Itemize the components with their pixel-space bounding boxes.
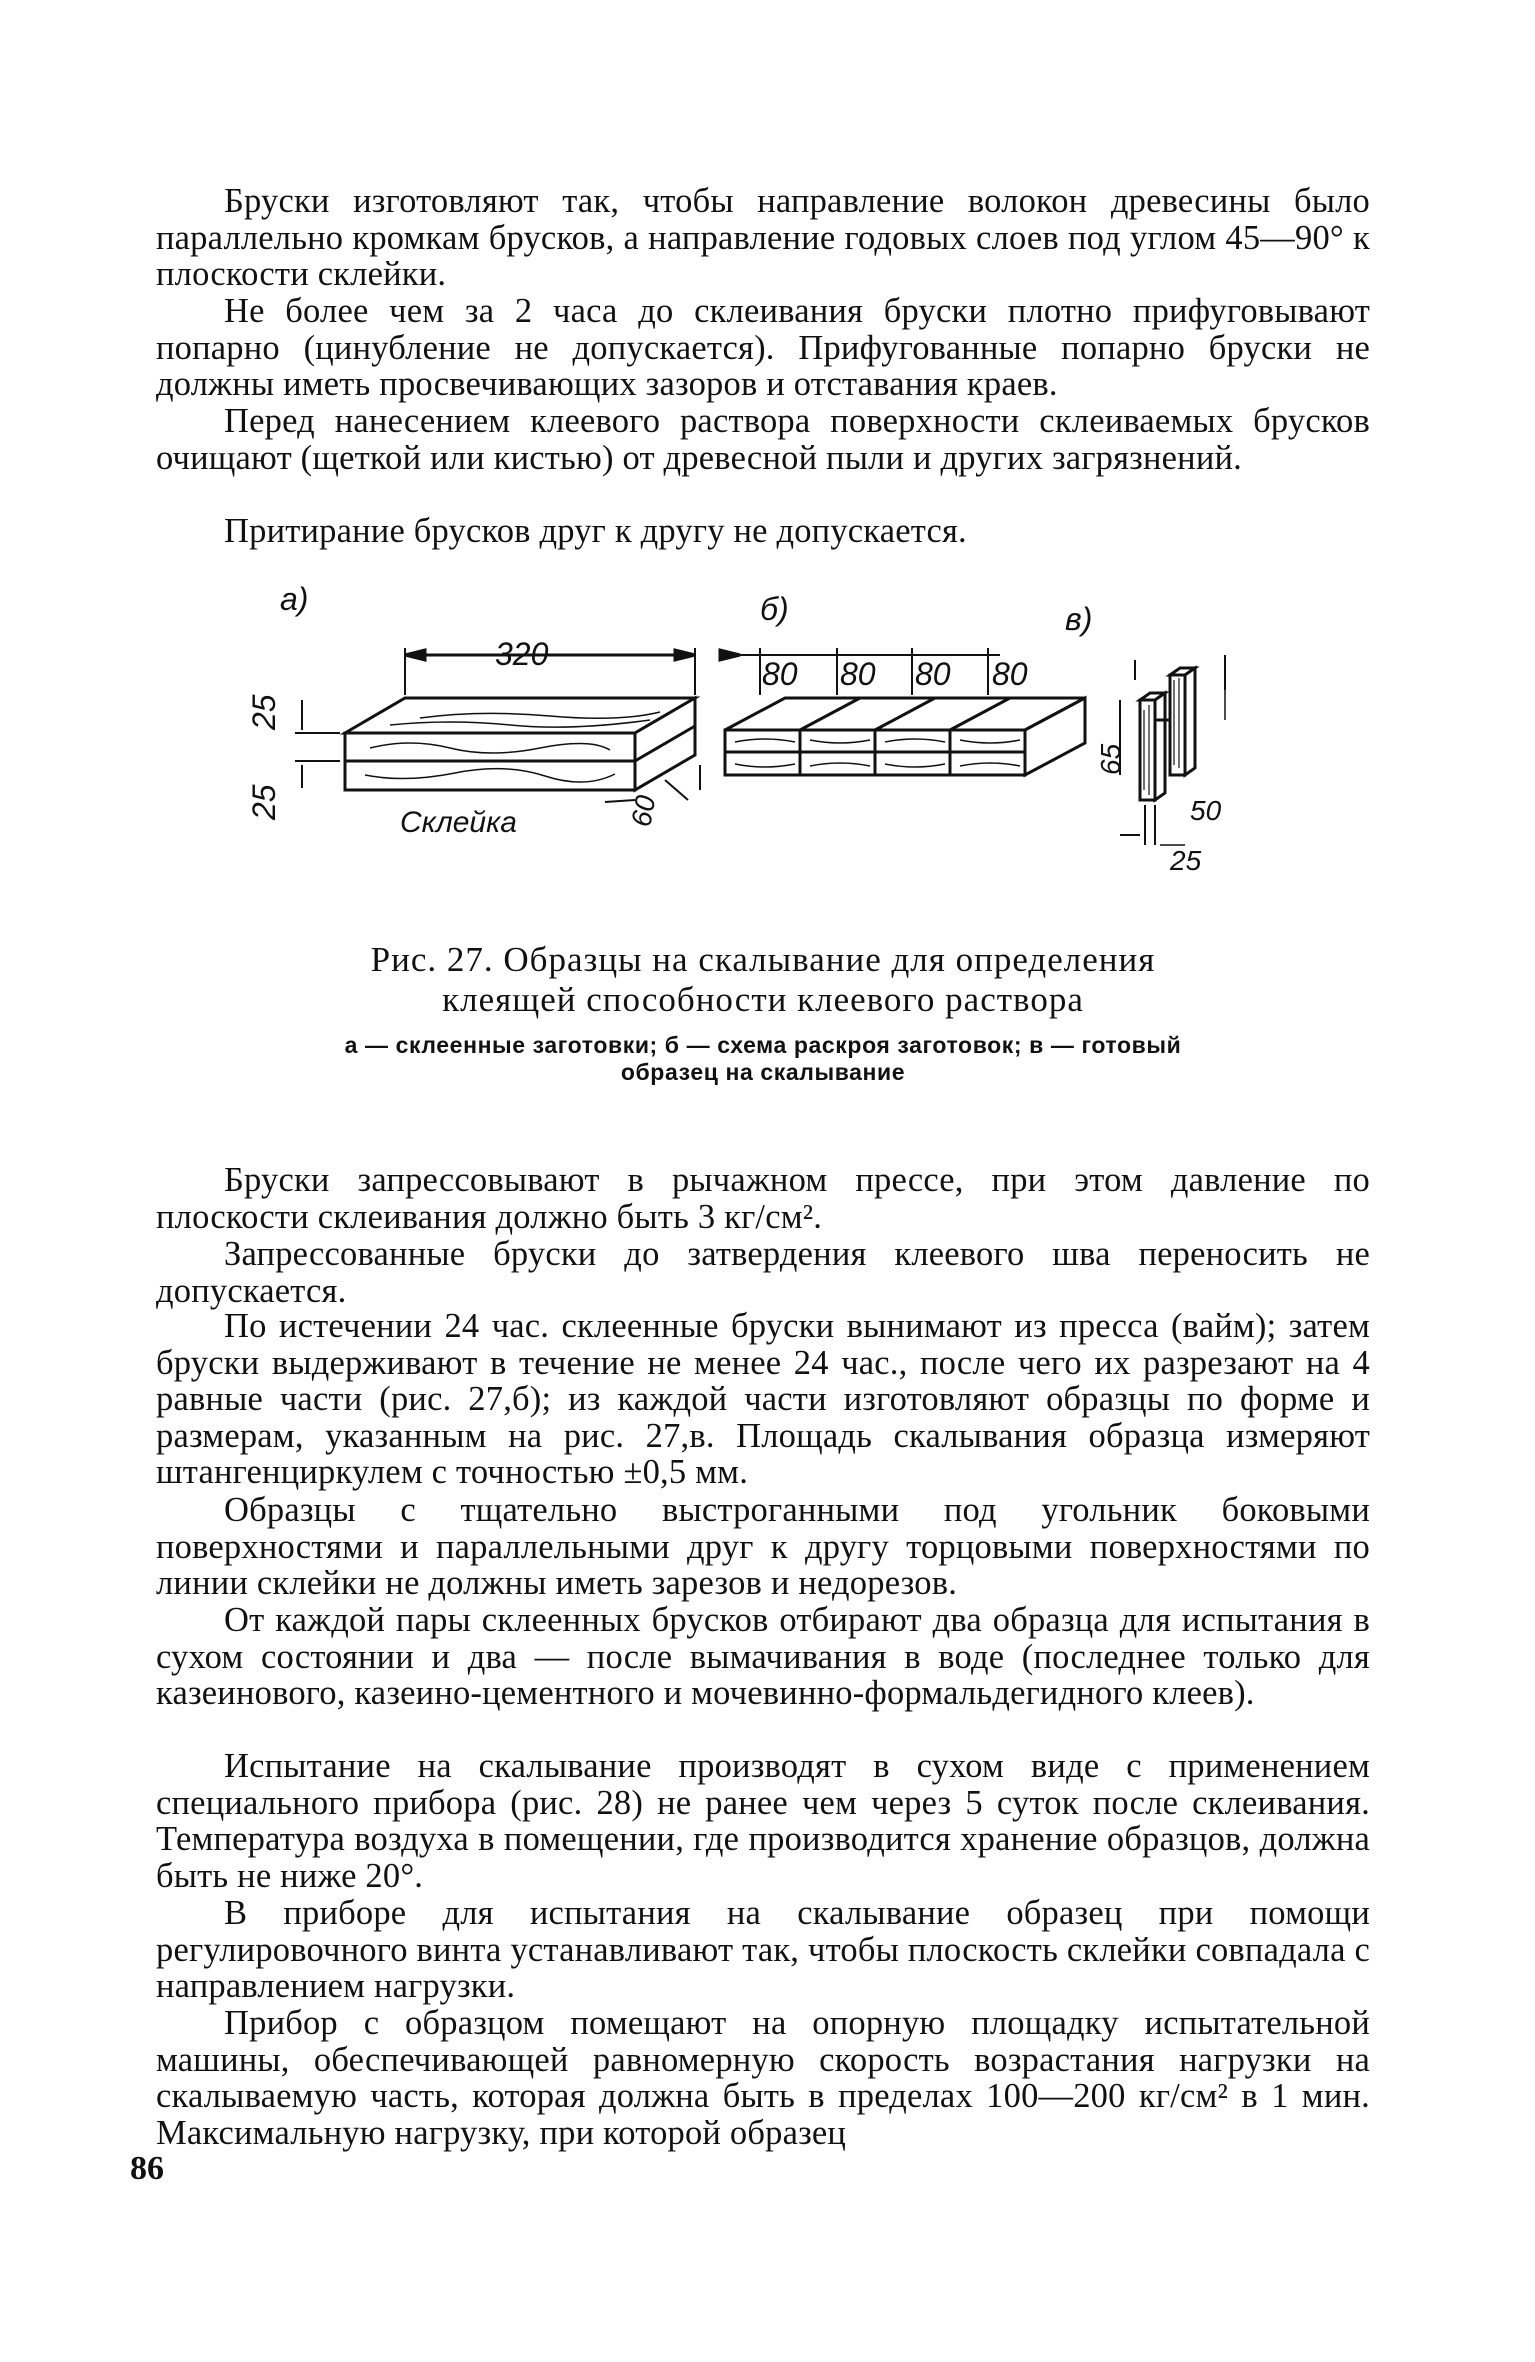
panel-label-c: в) — [1065, 601, 1093, 637]
paragraph-test-conditions: Испытание на скалывание производят в сухом виде с применением специального прибора (рис. 28) не ранее чем через 5 суток после склеивания. Температура воздуха в помещении, где производится хранение образцов, должна быть не ниже 20°. — [156, 1747, 1370, 1895]
figure-legend-line-2: образец на скалывание — [620, 1059, 906, 1085]
figure-legend-line-1: а — склеенные заготовки; б — схема раскроя заготовок; в — готовый — [344, 1032, 1182, 1058]
paragraph-no-rubbing: Притирание брусков друг к другу не допускается. — [224, 512, 967, 550]
glue-line-label: Склейка — [400, 806, 517, 839]
panel-label-b: б) — [760, 591, 789, 627]
dim-a-width: 60 — [625, 792, 662, 830]
dim-b-2: 80 — [840, 656, 876, 692]
dim-b-3: 80 — [915, 656, 951, 692]
paragraph-loading: Прибор с образцом помещают на опорную площадку испытательной машины, обеспечивающей равномерную скорость возрастания нагрузки на скалываемую часть, которая должна быть в пределах 100—200 кг/см² в 1 мин. Максимальную нагрузку, при которой образец — [156, 2004, 1370, 2152]
dim-a-length: 320 — [495, 636, 549, 672]
dim-a-thickness-top: 25 — [246, 694, 282, 730]
dim-c-glue-height: 50 — [1190, 795, 1222, 826]
paragraph-specimen-surfaces: Образцы с тщательно выстроганными под угольник боковыми поверхностями и параллельными друг к другу торцовыми поверхностями по линии склейки не должны иметь зарезов и недорезов. — [156, 1491, 1370, 1602]
dim-b-1: 80 — [762, 656, 798, 692]
panel-label-a: а) — [280, 581, 309, 617]
paragraph-jointing: Не более чем за 2 часа до склеивания бруски плотно прифуговывают попарно (цинубление не допускается). Прифугованные попарно бруски не должны иметь просвечивающих зазоров и отставания краев. — [156, 292, 1370, 403]
paragraph-pressing: Бруски запрессовывают в рычажном прессе, при этом давление по плоскости склеивания должно быть 3 кг/см². — [156, 1161, 1370, 1236]
dim-b-4: 80 — [992, 656, 1028, 692]
paragraph-bar-fabrication: Бруски изготовляют так, чтобы направление волокон древесины было параллельно кромкам брусков, а направление годовых слоев под углом 45—90° к плоскости склейки. — [156, 182, 1370, 293]
figure-27 — [240, 570, 1300, 940]
paragraph-no-transfer: Запрессованные бруски до затвердения клеевого шва переносить не допускается. — [156, 1235, 1370, 1310]
page-number: 86 — [130, 2150, 164, 2187]
figure-caption-title — [156, 940, 1370, 1020]
dim-c-width: 25 — [1170, 845, 1202, 876]
paragraph-device-setup: В приборе для испытания на скалывание образец при помощи регулировочного винта устанавливают так, чтобы плоскость склейки совпадала с направлением нагрузки. — [156, 1894, 1370, 2005]
paragraph-cutting: По истечении 24 час. склеенные бруски вынимают из пресса (вайм); затем бруски выдерживают в течение не менее 24 час., после чего их разрезают на 4 равные части (рис. 27,б); из каждой части изготовляют образцы по форме и размерам, указанным на рис. 27,в. Площадь скалывания образца измеряют штангенциркулем с точностью ±0,5 мм. — [156, 1307, 1370, 1491]
paragraph-specimen-selection: От каждой пары склеенных брусков отбирают два образца для испытания в сухом состоянии и два — после вымачивания в воде (последнее только для казеинового, казеино-цементного и мочевинно-формальдегидного клеев). — [156, 1601, 1370, 1712]
figure-27-drawing — [240, 570, 1300, 940]
dim-c-height: 65 — [1095, 743, 1126, 775]
figure-legend — [156, 1032, 1370, 1086]
figure-caption-line-1: Рис. 27. Образцы на скалывание для определения — [370, 940, 1156, 979]
dim-a-thickness-bottom: 25 — [246, 784, 282, 820]
figure-caption-line-2: клеящей способности клеевого раствора — [442, 980, 1084, 1019]
paragraph-cleaning: Перед нанесением клеевого раствора поверхности склеиваемых брусков очищают (щеткой или кистью) от древесной пыли и других загрязнений. — [156, 402, 1370, 477]
